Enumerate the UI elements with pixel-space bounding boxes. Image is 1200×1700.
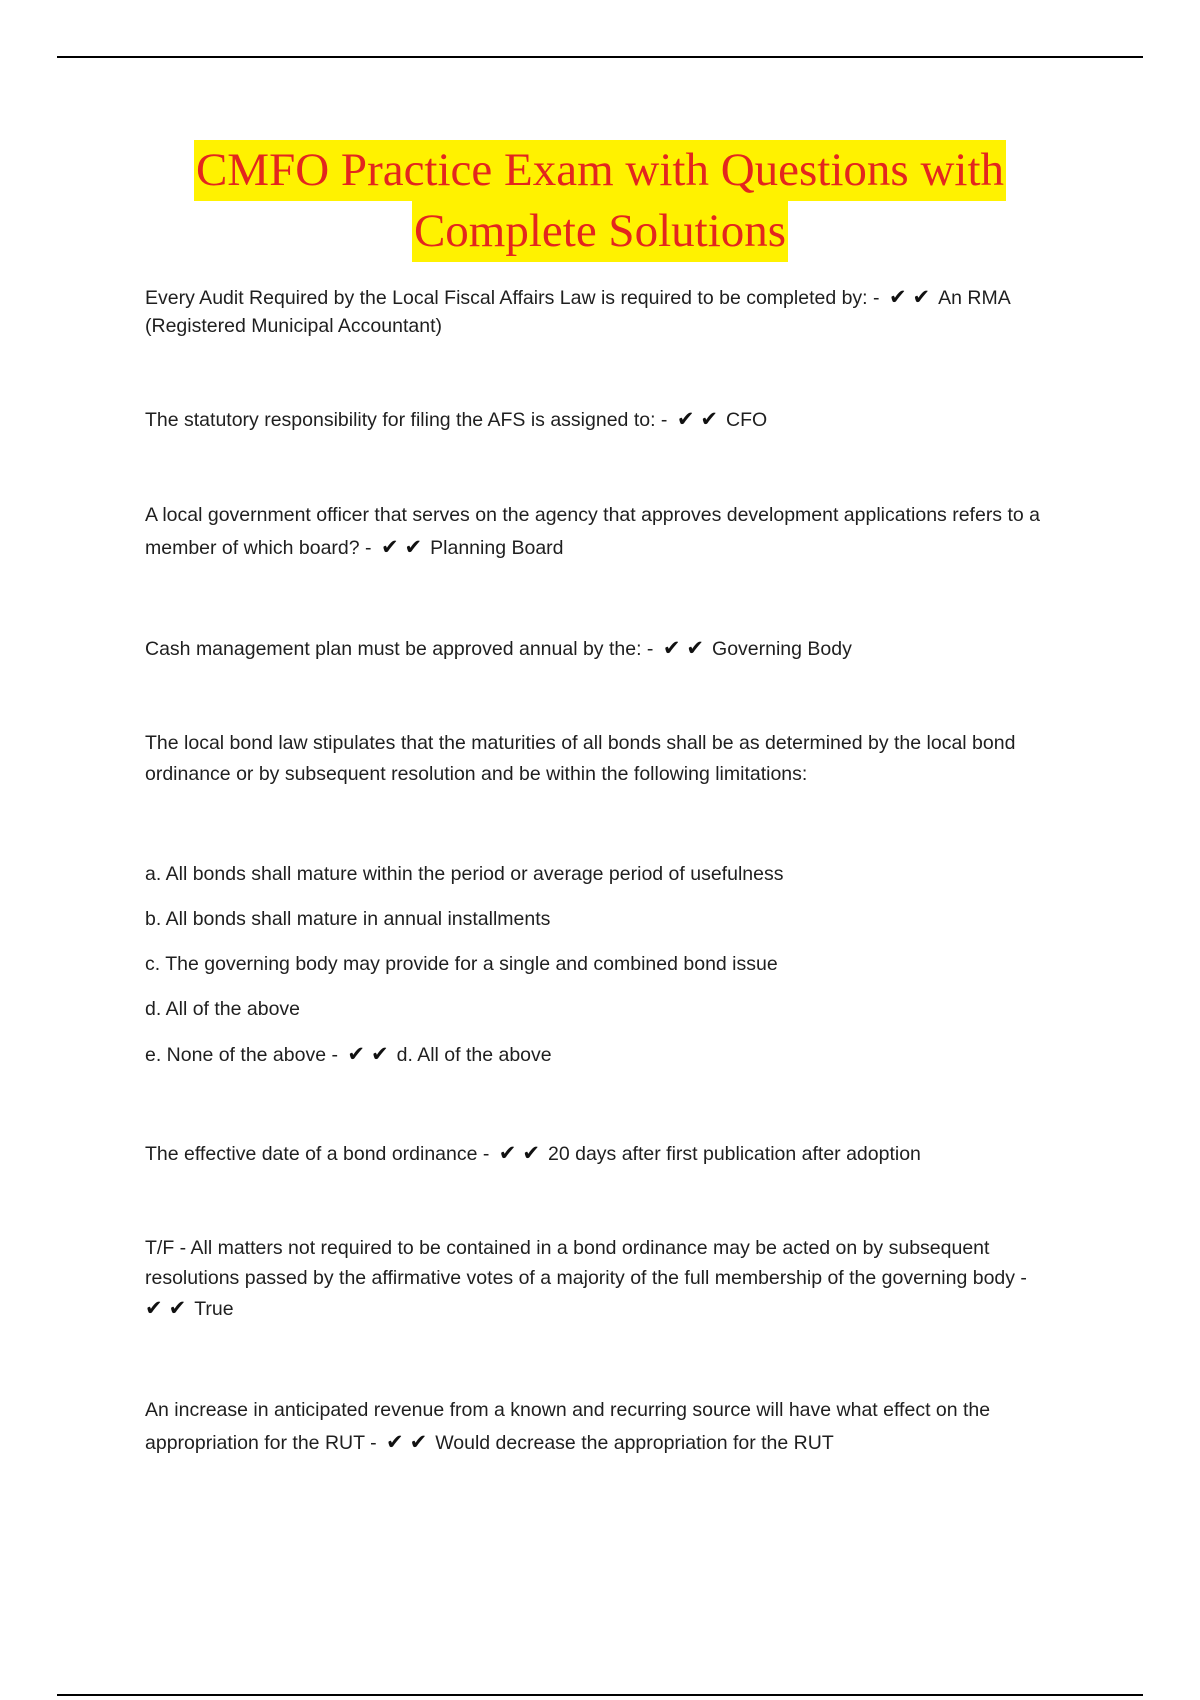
top-rule [57,56,1143,58]
answer-text: d. All of the above [396,1044,552,1066]
checkmark-icon: ✔✔ [347,1042,395,1066]
question-text: Every Audit Required by the Local Fiscal Affairs Law is required to be completed by: - [145,287,880,309]
question-text-cont: ordinance or by subsequent resolution and be within the following limitations: [145,763,808,785]
answer-text: True [194,1298,234,1320]
spacer [145,1168,1095,1233]
option-b: b. All bonds shall mature in annual installments [145,908,551,930]
question-text: T/F - All matters not required to be contained in a bond ordinance may be acted on by subsequent [145,1237,990,1259]
answer-text: CFO [726,409,768,431]
question-text: The local bond law stipulates that the maturities of all bonds shall be as determined by the local bond [145,732,1016,754]
answer-text: An RMA [938,287,1011,309]
option-c: c. The governing body may provide for a single and combined bond issue [145,953,778,975]
spacer [145,978,1095,995]
qa-item-7 [145,1233,1095,1324]
question-text-cont: member of which board? - [145,537,372,559]
spacer [145,340,1095,405]
spacer [145,564,1095,634]
question-text: Cash management plan must be approved annual by the: - [145,638,654,660]
answer-text: Governing Body [712,638,852,660]
qa-content [145,283,1095,1459]
qa-item-8 [145,1394,1095,1459]
question-text: The statutory responsibility for filing the AFS is assigned to: - [145,409,668,431]
spacer [145,1324,1095,1394]
question-text: An increase in anticipated revenue from a known and recurring source will have what effect on the [145,1399,991,1421]
checkmark-icon: ✔✔ [145,1296,193,1320]
qa-item-4 [145,634,1095,663]
qa-item-3 [145,499,1095,564]
option-e-text: e. None of the above - [145,1044,338,1066]
spacer [145,1069,1095,1139]
qa-item-2 [145,405,1095,434]
checkmark-icon: ✔✔ [676,407,725,431]
spacer [145,790,1095,860]
checkmark-icon: ✔✔ [498,1141,546,1165]
checkmark-icon: ✔✔ [380,535,429,559]
option-a: a. All bonds shall mature within the period or average period of usefulness [145,863,784,885]
question-text-cont: resolutions passed by the affirmative votes of a majority of the full membership of the governing body - [145,1267,1027,1289]
checkmark-icon: ✔✔ [662,636,711,660]
spacer [145,663,1095,728]
answer-text: Would decrease the appropriation for the RUT [435,1432,834,1454]
checkmark-icon: ✔✔ [386,1430,434,1454]
qa-item-5 [145,728,1095,790]
checkmark-icon: ✔✔ [888,285,937,309]
qa-item-1 [145,283,1095,340]
spacer [145,888,1095,905]
answer-text: 20 days after first publication after adoption [548,1143,921,1165]
spacer [145,434,1095,499]
title-line-2: Complete Solutions [412,201,788,262]
bottom-rule [57,1694,1143,1696]
title-line-1: CMFO Practice Exam with Questions with [194,140,1006,201]
answer-text: Planning Board [430,537,564,559]
document-title [0,140,1200,262]
option-d: d. All of the above [145,998,301,1020]
question-text: The effective date of a bond ordinance - [145,1143,490,1165]
qa-item-6 [145,1139,1095,1168]
option-e [145,1040,1095,1069]
question-text-cont: appropriation for the RUT - [145,1432,377,1454]
spacer [145,933,1095,950]
spacer [145,1023,1095,1040]
answer-text-cont: (Registered Municipal Accountant) [145,315,442,337]
question-text: A local government officer that serves on the agency that approves development applications refers to a [145,504,1041,526]
